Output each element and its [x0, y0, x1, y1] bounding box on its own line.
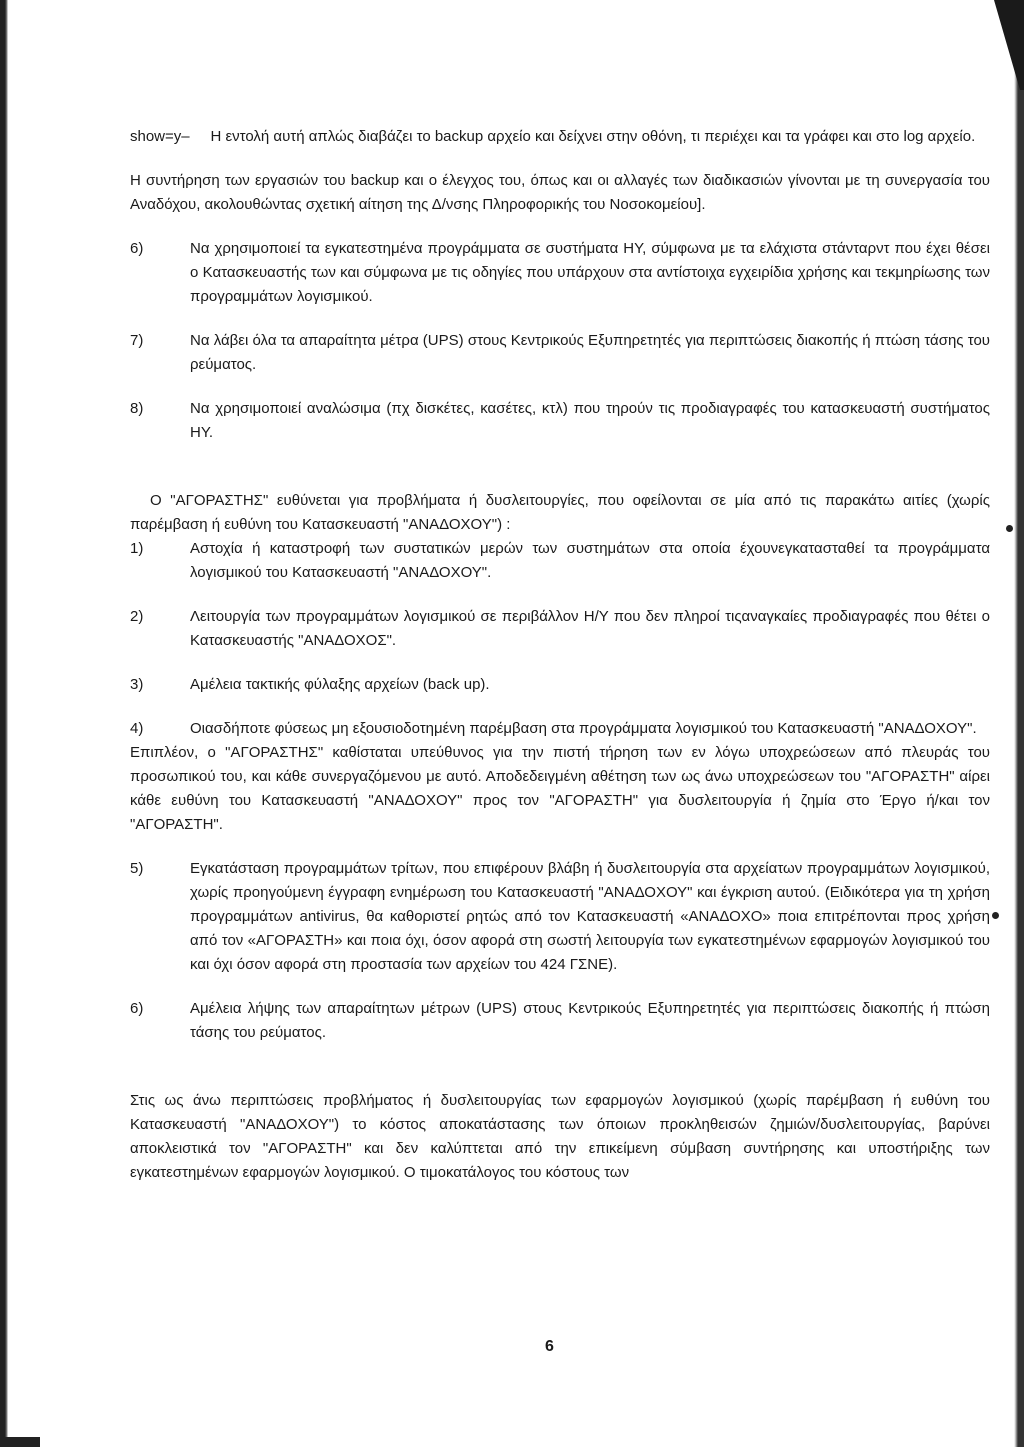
intro-text: Η εντολή αυτή απλώς διαβάζει το backup αρχείο και δείχνει στην οθόνη, τι περιέχει και τα γράφει και στο log αρχείο. [210, 128, 976, 145]
intro-label: show=y– [130, 128, 190, 145]
liability-intro: Ο "ΑΓΟΡΑΣΤΗΣ" ευθύνεται για προβλήματα ή δυσλειτουργίες, που οφείλονται σε μία από τις παρακάτω αιτίες (χωρίς παρέμβαση ή ευθύνη του Κατασκευαστή "ΑΝΑΔΟΧΟΥ") : [130, 492, 990, 533]
scan-corner-top-right [984, 0, 1024, 90]
closing-paragraph: Στις ως άνω περιπτώσεις προβλήματος ή δυσλειτουργίας των εφαρμογών λογισμικού (χωρίς παρέμβαση ή ευθύνη του Κατασκευαστή "ΑΝΑΔΟΧΟΥ") το κόστος αποκατάστασης των όποιων προκληθεισών ζημιών/δυσλειτουργίας, βαρύνει αποκλειστικά τον "ΑΓΟΡΑΣΤΗ" και δεν καλύπτεται από την επικείμενη σύμβαση συντήρησης και υποστήριξης των εγκατεστημένων εφαρμογών λογισμικού. Ο τιμοκατάλογος του κόστους των [130, 1092, 990, 1181]
item-number: 6) [130, 240, 144, 257]
scan-edge-bottom-left [0, 1437, 40, 1447]
item-text: Να χρησιμοποιεί αναλώσιμα (πχ δισκέτες, κασέτες, κτλ) που τηρούν τις προδιαγραφές του κατασκευαστή συστήματος ΗΥ. [190, 400, 990, 441]
moreover-paragraph: Επιπλέον, ο "ΑΓΟΡΑΣΤΗΣ" καθίσταται υπεύθυνος για την πιστή τήρηση των εν λόγω υποχρεώσεων από πλευράς του προσωπικού του, και κάθε συνεργαζόμενου με αυτό. Αποδεδειγμένη αθέτηση των ως άνω υποχρεώσεων του "ΑΓΟΡΑΣΤΗ" αίρει κάθε ευθύνη του Κατασκευαστή "ΑΝΑΔΟΧΟΥ" προς τον "ΑΓΟΡΑΣΤΗ" για δυσλειτουργία ή ζημία στο Έργο ή/και τον "ΑΓΟΡΑΣΤΗ". [130, 744, 990, 833]
item-number: 5) [130, 860, 144, 877]
page-number: 6 [545, 1338, 554, 1355]
item-text: Λειτουργία των προγραμμάτων λογισμικού σε περιβάλλον Η/Υ που δεν πληροί τιςαναγκαίες προδιαγραφές που θέτει ο Κατασκευαστής "ΑΝΑΔΟΧΟΣ". [190, 608, 990, 649]
item-number: 7) [130, 332, 144, 349]
item-text: Εγκατάσταση προγραμμάτων τρίτων, που επιφέρουν βλάβη ή δυσλειτουργία στα αρχείατων προγραμμάτων λογισμικού, χωρίς προηγούμενη έγγραφη ενημέρωση του Κατασκευαστή "ΑΝΑΔΟΧΟΥ" και έγκριση αυτού. (Ειδικότερα για τη χρήση προγραμμάτων antivirus, θα καθοριστεί ρητώς από τον Κατασκευαστή «ΑΝΑΔΟΧΟ» ποια επιτρέπονται προς χρήση από τον «ΑΓΟΡΑΣΤΗ» και ποια όχι, όσον αφορά στη σωστή λειτουργία των εγκατεστημένων εφαρμογών λογισμικού του και όχι όσον αφορά στη προστασία των αρχείων του 424 ΓΣΝΕ). [190, 860, 990, 973]
scan-speck [1006, 525, 1013, 532]
cause-item [130, 857, 990, 977]
scan-edge-left [0, 0, 8, 1447]
item-text: Να χρησιμοποιεί τα εγκατεστημένα προγράμματα σε συστήματα ΗΥ, σύμφωνα με τα ελάχιστα στάνταρντ που έχει θέσει ο Κατασκευαστής των και σύμφωνα με τις οδηγίες που υπάρχουν στα αντίστοιχα εγχειρίδια χρήσης και τεκμηρίωσης των προγραμμάτων λογισμικού. [190, 240, 990, 305]
obligation-item [130, 329, 990, 377]
page-content [130, 125, 990, 1185]
cause-item [130, 997, 990, 1045]
item-number: 8) [130, 400, 144, 417]
cause-item [130, 537, 990, 585]
item-number: 4) [130, 720, 144, 737]
item-number: 6) [130, 1000, 144, 1017]
scan-speck [992, 912, 999, 919]
cause-item [130, 717, 990, 741]
intro-paragraph [130, 125, 990, 149]
item-number: 2) [130, 608, 144, 625]
backup-note: Η συντήρηση των εργασιών του backup και ο έλεγχος του, όπως και οι αλλαγές των διαδικασιών γίνονται με τη συνεργασία του Αναδόχου, ακολουθώντας σχετική αίτηση της Δ/νσης Πληροφορικής του Νοσοκομείου]. [130, 172, 990, 213]
item-text: Αμέλεια λήψης των απαραίτητων μέτρων (UPS) στους Κεντρικούς Εξυπηρετητές για περιπτώσεις διακοπής ή πτώση τάσης του ρεύματος. [190, 1000, 990, 1041]
item-text: Οιασδήποτε φύσεως μη εξουσιοδοτημένη παρέμβαση στα προγράμματα λογισμικού του Κατασκευαστή "ΑΝΑΔΟΧΟΥ". [190, 720, 977, 737]
cause-item [130, 605, 990, 653]
obligation-item [130, 237, 990, 309]
item-text: Να λάβει όλα τα απαραίτητα μέτρα (UPS) στους Κεντρικούς Εξυπηρετητές για περιπτώσεις διακοπής ή πτώση τάσης του ρεύματος. [190, 332, 990, 373]
item-number: 1) [130, 540, 144, 557]
item-text: Αστοχία ή καταστροφή των συστατικών μερών των συστημάτων στα οποία έχουνεγκατασταθεί τα προγράμματα λογισμικού του Κατασκευαστή "ΑΝΑΔΟΧΟΥ". [190, 540, 990, 581]
item-text: Αμέλεια τακτικής φύλαξης αρχείων (back up). [190, 676, 490, 693]
obligation-item [130, 397, 990, 445]
cause-item [130, 673, 990, 697]
item-number: 3) [130, 676, 144, 693]
scan-edge-right [1014, 0, 1024, 1447]
